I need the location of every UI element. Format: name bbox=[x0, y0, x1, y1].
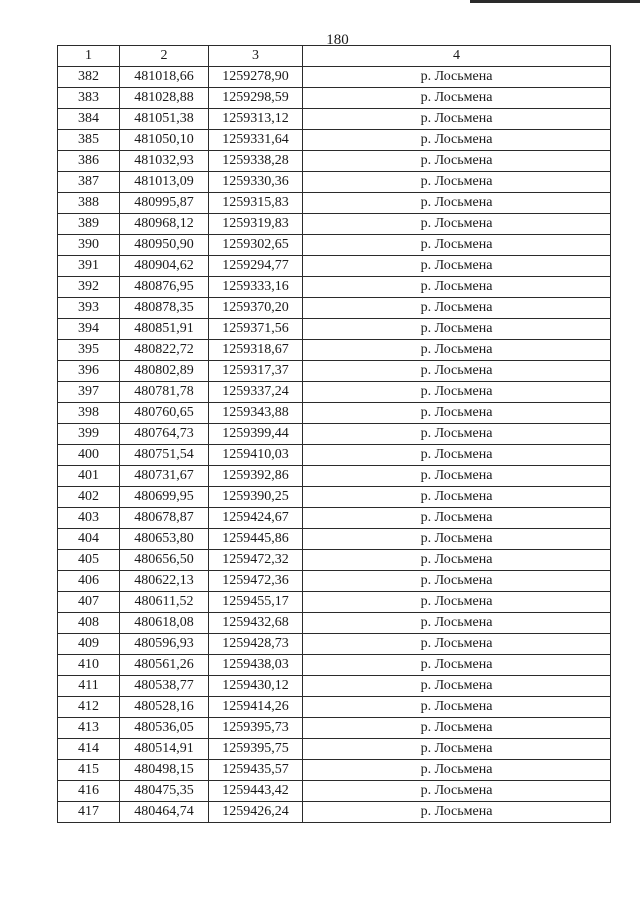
cell-y-coordinate: 1259410,03 bbox=[209, 445, 303, 466]
table-row bbox=[58, 235, 611, 256]
column-header-y: 3 bbox=[209, 46, 303, 67]
cell-description: р. Лосьмена bbox=[303, 508, 611, 529]
cell-description: р. Лосьмена bbox=[303, 739, 611, 760]
cell-x-coordinate: 481050,10 bbox=[120, 130, 209, 151]
column-header-number: 1 bbox=[58, 46, 120, 67]
cell-x-coordinate: 481032,93 bbox=[120, 151, 209, 172]
table-row bbox=[58, 424, 611, 445]
cell-description: р. Лосьмена bbox=[303, 361, 611, 382]
page-number: 180 bbox=[326, 32, 349, 48]
cell-y-coordinate: 1259443,42 bbox=[209, 781, 303, 802]
cell-description: р. Лосьмена bbox=[303, 466, 611, 487]
cell-point-number: 390 bbox=[58, 235, 120, 256]
cell-point-number: 416 bbox=[58, 781, 120, 802]
cell-x-coordinate: 480656,50 bbox=[120, 550, 209, 571]
cell-point-number: 391 bbox=[58, 256, 120, 277]
cell-y-coordinate: 1259370,20 bbox=[209, 298, 303, 319]
table-row bbox=[58, 214, 611, 235]
cell-description: р. Лосьмена bbox=[303, 193, 611, 214]
cell-y-coordinate: 1259428,73 bbox=[209, 634, 303, 655]
cell-description: р. Лосьмена bbox=[303, 613, 611, 634]
table-row bbox=[58, 340, 611, 361]
cell-y-coordinate: 1259294,77 bbox=[209, 256, 303, 277]
cell-y-coordinate: 1259331,64 bbox=[209, 130, 303, 151]
coordinates-table bbox=[57, 45, 611, 823]
table-row bbox=[58, 802, 611, 823]
cell-point-number: 413 bbox=[58, 718, 120, 739]
table-row bbox=[58, 739, 611, 760]
cell-x-coordinate: 480596,93 bbox=[120, 634, 209, 655]
table-row bbox=[58, 298, 611, 319]
cell-description: р. Лосьмена bbox=[303, 445, 611, 466]
cell-y-coordinate: 1259395,73 bbox=[209, 718, 303, 739]
cell-description: р. Лосьмена bbox=[303, 424, 611, 445]
table-row bbox=[58, 151, 611, 172]
column-header-description: 4 bbox=[303, 46, 611, 67]
cell-description: р. Лосьмена bbox=[303, 571, 611, 592]
cell-description: р. Лосьмена bbox=[303, 151, 611, 172]
cell-x-coordinate: 480678,87 bbox=[120, 508, 209, 529]
cell-y-coordinate: 1259438,03 bbox=[209, 655, 303, 676]
cell-y-coordinate: 1259338,28 bbox=[209, 151, 303, 172]
cell-x-coordinate: 480781,78 bbox=[120, 382, 209, 403]
cell-x-coordinate: 480622,13 bbox=[120, 571, 209, 592]
cell-point-number: 385 bbox=[58, 130, 120, 151]
cell-description: р. Лосьмена bbox=[303, 697, 611, 718]
cell-point-number: 393 bbox=[58, 298, 120, 319]
cell-y-coordinate: 1259435,57 bbox=[209, 760, 303, 781]
cell-point-number: 394 bbox=[58, 319, 120, 340]
cell-point-number: 412 bbox=[58, 697, 120, 718]
cell-point-number: 397 bbox=[58, 382, 120, 403]
cell-y-coordinate: 1259333,16 bbox=[209, 277, 303, 298]
cell-y-coordinate: 1259472,32 bbox=[209, 550, 303, 571]
table-row bbox=[58, 697, 611, 718]
cell-point-number: 405 bbox=[58, 550, 120, 571]
cell-description: р. Лосьмена bbox=[303, 130, 611, 151]
cell-point-number: 402 bbox=[58, 487, 120, 508]
cell-x-coordinate: 480618,08 bbox=[120, 613, 209, 634]
cell-y-coordinate: 1259390,25 bbox=[209, 487, 303, 508]
cell-x-coordinate: 480611,52 bbox=[120, 592, 209, 613]
cell-y-coordinate: 1259424,67 bbox=[209, 508, 303, 529]
cell-y-coordinate: 1259426,24 bbox=[209, 802, 303, 823]
table-row bbox=[58, 466, 611, 487]
cell-y-coordinate: 1259455,17 bbox=[209, 592, 303, 613]
table-row bbox=[58, 655, 611, 676]
table-row bbox=[58, 172, 611, 193]
table-row bbox=[58, 781, 611, 802]
table-row bbox=[58, 676, 611, 697]
cell-description: р. Лосьмена bbox=[303, 109, 611, 130]
cell-description: р. Лосьмена bbox=[303, 319, 611, 340]
cell-y-coordinate: 1259343,88 bbox=[209, 403, 303, 424]
cell-description: р. Лосьмена bbox=[303, 235, 611, 256]
cell-y-coordinate: 1259392,86 bbox=[209, 466, 303, 487]
cell-x-coordinate: 480950,90 bbox=[120, 235, 209, 256]
cell-y-coordinate: 1259432,68 bbox=[209, 613, 303, 634]
table-row bbox=[58, 67, 611, 88]
table-row bbox=[58, 592, 611, 613]
table-header-row bbox=[58, 46, 611, 67]
cell-point-number: 398 bbox=[58, 403, 120, 424]
cell-point-number: 415 bbox=[58, 760, 120, 781]
cell-y-coordinate: 1259430,12 bbox=[209, 676, 303, 697]
cell-x-coordinate: 480699,95 bbox=[120, 487, 209, 508]
cell-y-coordinate: 1259315,83 bbox=[209, 193, 303, 214]
cell-description: р. Лосьмена bbox=[303, 277, 611, 298]
table-row bbox=[58, 130, 611, 151]
cell-x-coordinate: 480995,87 bbox=[120, 193, 209, 214]
cell-x-coordinate: 480538,77 bbox=[120, 676, 209, 697]
cell-point-number: 417 bbox=[58, 802, 120, 823]
cell-point-number: 396 bbox=[58, 361, 120, 382]
cell-x-coordinate: 480514,91 bbox=[120, 739, 209, 760]
cell-x-coordinate: 481013,09 bbox=[120, 172, 209, 193]
cell-x-coordinate: 480760,65 bbox=[120, 403, 209, 424]
cell-x-coordinate: 480528,16 bbox=[120, 697, 209, 718]
cell-y-coordinate: 1259302,65 bbox=[209, 235, 303, 256]
cell-point-number: 406 bbox=[58, 571, 120, 592]
cell-x-coordinate: 480968,12 bbox=[120, 214, 209, 235]
cell-y-coordinate: 1259318,67 bbox=[209, 340, 303, 361]
cell-x-coordinate: 480475,35 bbox=[120, 781, 209, 802]
table-row bbox=[58, 109, 611, 130]
table-row bbox=[58, 571, 611, 592]
cell-x-coordinate: 480764,73 bbox=[120, 424, 209, 445]
cell-x-coordinate: 480876,95 bbox=[120, 277, 209, 298]
cell-point-number: 388 bbox=[58, 193, 120, 214]
cell-point-number: 392 bbox=[58, 277, 120, 298]
cell-y-coordinate: 1259298,59 bbox=[209, 88, 303, 109]
cell-y-coordinate: 1259472,36 bbox=[209, 571, 303, 592]
cell-point-number: 410 bbox=[58, 655, 120, 676]
cell-description: р. Лосьмена bbox=[303, 592, 611, 613]
cell-description: р. Лосьмена bbox=[303, 781, 611, 802]
table-row bbox=[58, 718, 611, 739]
cell-x-coordinate: 480822,72 bbox=[120, 340, 209, 361]
cell-description: р. Лосьмена bbox=[303, 382, 611, 403]
cell-x-coordinate: 481051,38 bbox=[120, 109, 209, 130]
cell-point-number: 404 bbox=[58, 529, 120, 550]
cell-point-number: 407 bbox=[58, 592, 120, 613]
cell-description: р. Лосьмена bbox=[303, 487, 611, 508]
cell-point-number: 409 bbox=[58, 634, 120, 655]
table-row bbox=[58, 445, 611, 466]
table-row bbox=[58, 634, 611, 655]
cell-y-coordinate: 1259319,83 bbox=[209, 214, 303, 235]
cell-x-coordinate: 480904,62 bbox=[120, 256, 209, 277]
table-row bbox=[58, 550, 611, 571]
cell-description: р. Лосьмена bbox=[303, 256, 611, 277]
cell-description: р. Лосьмена bbox=[303, 403, 611, 424]
cell-description: р. Лосьмена bbox=[303, 340, 611, 361]
cell-x-coordinate: 480653,80 bbox=[120, 529, 209, 550]
cell-x-coordinate: 480731,67 bbox=[120, 466, 209, 487]
cell-point-number: 401 bbox=[58, 466, 120, 487]
table-row bbox=[58, 487, 611, 508]
cell-y-coordinate: 1259317,37 bbox=[209, 361, 303, 382]
cell-y-coordinate: 1259330,36 bbox=[209, 172, 303, 193]
table-row bbox=[58, 403, 611, 424]
cell-y-coordinate: 1259278,90 bbox=[209, 67, 303, 88]
cell-point-number: 386 bbox=[58, 151, 120, 172]
cell-point-number: 383 bbox=[58, 88, 120, 109]
cell-y-coordinate: 1259399,44 bbox=[209, 424, 303, 445]
cell-y-coordinate: 1259445,86 bbox=[209, 529, 303, 550]
cell-description: р. Лосьмена bbox=[303, 67, 611, 88]
cell-y-coordinate: 1259337,24 bbox=[209, 382, 303, 403]
cell-point-number: 408 bbox=[58, 613, 120, 634]
cell-y-coordinate: 1259371,56 bbox=[209, 319, 303, 340]
table-body bbox=[58, 67, 611, 823]
cell-x-coordinate: 480464,74 bbox=[120, 802, 209, 823]
cell-description: р. Лосьмена bbox=[303, 676, 611, 697]
cell-point-number: 403 bbox=[58, 508, 120, 529]
cell-point-number: 411 bbox=[58, 676, 120, 697]
column-header-x: 2 bbox=[120, 46, 209, 67]
cell-x-coordinate: 480561,26 bbox=[120, 655, 209, 676]
cell-description: р. Лосьмена bbox=[303, 718, 611, 739]
table-row bbox=[58, 529, 611, 550]
cell-description: р. Лосьмена bbox=[303, 634, 611, 655]
table-row bbox=[58, 760, 611, 781]
cell-description: р. Лосьмена bbox=[303, 88, 611, 109]
table-row bbox=[58, 613, 611, 634]
table-row bbox=[58, 508, 611, 529]
cell-point-number: 384 bbox=[58, 109, 120, 130]
cell-description: р. Лосьмена bbox=[303, 655, 611, 676]
cell-x-coordinate: 481028,88 bbox=[120, 88, 209, 109]
cell-x-coordinate: 480851,91 bbox=[120, 319, 209, 340]
cell-x-coordinate: 480498,15 bbox=[120, 760, 209, 781]
cell-y-coordinate: 1259414,26 bbox=[209, 697, 303, 718]
cell-x-coordinate: 480802,89 bbox=[120, 361, 209, 382]
scan-top-edge bbox=[470, 0, 640, 3]
table-row bbox=[58, 193, 611, 214]
table-row bbox=[58, 88, 611, 109]
cell-description: р. Лосьмена bbox=[303, 298, 611, 319]
cell-x-coordinate: 481018,66 bbox=[120, 67, 209, 88]
table-row bbox=[58, 256, 611, 277]
cell-x-coordinate: 480751,54 bbox=[120, 445, 209, 466]
table-row bbox=[58, 361, 611, 382]
cell-point-number: 387 bbox=[58, 172, 120, 193]
cell-point-number: 414 bbox=[58, 739, 120, 760]
table-row bbox=[58, 277, 611, 298]
cell-description: р. Лосьмена bbox=[303, 172, 611, 193]
cell-description: р. Лосьмена bbox=[303, 802, 611, 823]
cell-point-number: 395 bbox=[58, 340, 120, 361]
cell-y-coordinate: 1259395,75 bbox=[209, 739, 303, 760]
cell-description: р. Лосьмена bbox=[303, 529, 611, 550]
cell-description: р. Лосьмена bbox=[303, 760, 611, 781]
cell-point-number: 400 bbox=[58, 445, 120, 466]
cell-x-coordinate: 480536,05 bbox=[120, 718, 209, 739]
cell-point-number: 382 bbox=[58, 67, 120, 88]
cell-description: р. Лосьмена bbox=[303, 214, 611, 235]
cell-description: р. Лосьмена bbox=[303, 550, 611, 571]
cell-x-coordinate: 480878,35 bbox=[120, 298, 209, 319]
table-row bbox=[58, 382, 611, 403]
table-row bbox=[58, 319, 611, 340]
cell-point-number: 389 bbox=[58, 214, 120, 235]
cell-y-coordinate: 1259313,12 bbox=[209, 109, 303, 130]
cell-point-number: 399 bbox=[58, 424, 120, 445]
